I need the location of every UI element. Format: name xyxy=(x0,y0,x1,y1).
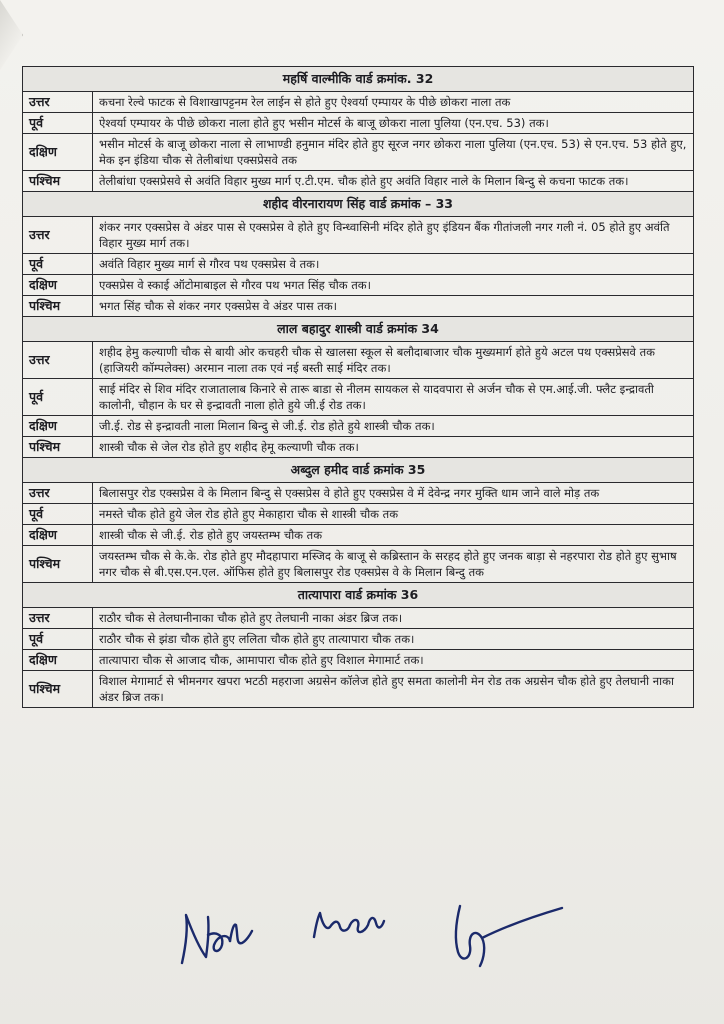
boundary-description: भगत सिंह चौक से शंकर नगर एक्सप्रेस वे अंडर पास तक। xyxy=(93,296,694,317)
boundary-row xyxy=(23,134,694,171)
direction-label: उत्तर xyxy=(23,217,93,254)
direction-label: दक्षिण xyxy=(23,650,93,671)
boundary-row xyxy=(23,92,694,113)
direction-label: उत्तर xyxy=(23,608,93,629)
ward-title: लाल बहादुर शास्त्री वार्ड क्रमांक 34 xyxy=(23,317,694,342)
direction-label: दक्षिण xyxy=(23,275,93,296)
boundary-description: जी.ई. रोड से इन्द्रावती नाला मिलान बिन्दु से जी.ई. रोड होते हुये शास्त्री चौक तक। xyxy=(93,416,694,437)
signature-1 xyxy=(172,905,256,971)
boundary-row xyxy=(23,437,694,458)
boundary-description: शंकर नगर एक्सप्रेस वे अंडर पास से एक्सप्रेस वे होते हुए विन्ध्वासिनी मंदिर होते हुए इंडियन बैंक गीतांजली नगर गली नं. 05 होते हुए अवंति विहार मुख्य मार्ग तक। xyxy=(93,217,694,254)
direction-label: पूर्व xyxy=(23,504,93,525)
direction-label: पूर्व xyxy=(23,629,93,650)
ward-header-row xyxy=(23,583,694,608)
ward-header-row xyxy=(23,458,694,483)
page-corner-fold xyxy=(0,0,23,70)
ward-title: महर्षि वाल्मीकि वार्ड क्रमांक. 32 xyxy=(23,67,694,92)
signature-2 xyxy=(308,905,386,945)
ward-header-row xyxy=(23,192,694,217)
boundary-row xyxy=(23,113,694,134)
boundary-row xyxy=(23,629,694,650)
direction-label: उत्तर xyxy=(23,342,93,379)
boundary-description: राठौर चौक से तेलघानीनाका चौक होते हुए तेलघानी नाका अंडर ब्रिज तक। xyxy=(93,608,694,629)
direction-label: पश्चिम xyxy=(23,437,93,458)
boundary-description: अवंति विहार मुख्य मार्ग से गौरव पथ एक्सप्रेस वे तक। xyxy=(93,254,694,275)
boundary-row xyxy=(23,504,694,525)
boundary-description: कचना रेल्वे फाटक से विशाखापट्टनम रेल लाईन से होते हुए ऐश्वर्या एम्पायर के पीछे छोकरा नाला तक xyxy=(93,92,694,113)
boundary-row xyxy=(23,254,694,275)
boundary-row xyxy=(23,275,694,296)
boundary-description: तेलीबांधा एक्सप्रेसवे से अवंति विहार मुख्य मार्ग ए.टी.एम. चौक होते हुए अवंति विहार नाले के मिलान बिन्दु से कचना फाटक तक। xyxy=(93,171,694,192)
boundary-description: नमस्ते चौक होते हुये जेल रोड होते हुए मेकाहारा चौक से शास्त्री चौक तक xyxy=(93,504,694,525)
boundary-description: बिलासपुर रोड एक्सप्रेस वे के मिलान बिन्दु से एक्सप्रेस वे होते हुए एक्सप्रेस वे में देवेन्द्र नगर मुक्ति धाम जाने वाले मोड़ तक xyxy=(93,483,694,504)
boundary-row xyxy=(23,546,694,583)
direction-label: पूर्व xyxy=(23,113,93,134)
boundary-row xyxy=(23,416,694,437)
direction-label: पश्चिम xyxy=(23,546,93,583)
boundary-description: शास्त्री चौक से जेल रोड होते हुए शहीद हेमू कल्याणी चौक तक। xyxy=(93,437,694,458)
ward-title: तात्यापारा वार्ड क्रमांक 36 xyxy=(23,583,694,608)
boundary-description: ऐश्वर्या एम्पायर के पीछे छोकरा नाला होते हुए भसीन मोटर्स के बाजू छोकरा नाला पुलिया (एन.एच. 53) तक। xyxy=(93,113,694,134)
direction-label: उत्तर xyxy=(23,483,93,504)
boundary-row xyxy=(23,671,694,708)
direction-label: पूर्व xyxy=(23,254,93,275)
ward-title: अब्दुल हमीद वार्ड क्रमांक 35 xyxy=(23,458,694,483)
boundary-description: शहीद हेमु कल्याणी चौक से बायी ओर कचहरी चौक से खालसा स्कूल से बलौदाबाजार चौक मुख्यमार्ग होते हुये अटल पथ एक्सप्रेसवे तक (हाजियरी कॉम्पलेक्स) अरमान नाला तक एवं नई बस्ती साई मंदिर तक। xyxy=(93,342,694,379)
boundary-description: विशाल मेगामार्ट से भीमनगर खपरा भटठी महराजा अग्रसेन कॉलेज होते हुए समता कालोनी मेन रोड तक अग्रसेन चौक होते हुए तेलघानी नाका अंडर ब्रिज तक। xyxy=(93,671,694,708)
direction-label: उत्तर xyxy=(23,92,93,113)
boundary-row xyxy=(23,608,694,629)
boundary-description: साई मंदिर से शिव मंदिर राजातालाब किनारे से तारू बाडा से नीलम सायकल से यादवपारा से अर्जन चौक से एम.आई.जी. फ्लैट इन्द्रावती कालोनी, चौहान के घर से इन्द्रावती नाला होते हुये जी.ई रोड तक। xyxy=(93,379,694,416)
boundary-row xyxy=(23,171,694,192)
boundary-row xyxy=(23,296,694,317)
boundary-description: राठौर चौक से झंडा चौक होते हुए ललिता चौक होते हुए तात्यापारा चौक तक। xyxy=(93,629,694,650)
direction-label: पूर्व xyxy=(23,379,93,416)
boundary-description: शास्त्री चौक से जी.ई. रोड होते हुए जयस्तम्भ चौक तक xyxy=(93,525,694,546)
boundary-row xyxy=(23,217,694,254)
direction-label: पश्चिम xyxy=(23,671,93,708)
boundary-row xyxy=(23,483,694,504)
boundary-description: एक्सप्रेस वे स्काई ऑटोमाबाइल से गौरव पथ भगत सिंह चौक तक। xyxy=(93,275,694,296)
direction-label: दक्षिण xyxy=(23,134,93,171)
boundary-row xyxy=(23,342,694,379)
ward-boundary-table xyxy=(22,66,694,708)
direction-label: दक्षिण xyxy=(23,525,93,546)
ward-header-row xyxy=(23,317,694,342)
ward-header-row xyxy=(23,67,694,92)
signature-3 xyxy=(446,898,566,972)
direction-label: पश्चिम xyxy=(23,171,93,192)
direction-label: पश्चिम xyxy=(23,296,93,317)
boundary-row xyxy=(23,379,694,416)
boundary-description: जयस्तम्भ चौक से के.के. रोड होते हुए मौदहापारा मस्जिद के बाजू से कब्रिस्तान के सरहद होते हुए जनक बाड़ा से नहरपारा रोड होते हुए सुभाष नगर चौक से बी.एस.एन.एल. ऑफिस होते हुए बिलासपुर रोड एक्सप्रेस वे के मिलान बिन्दु तक xyxy=(93,546,694,583)
boundary-description: भसीन मोटर्स के बाजू छोकरा नाला से लाभाण्डी हनुमान मंदिर होते हुए सूरज नगर छोकरा नाला पुलिया (एन.एच. 53) से एन.एच. 53 होते हुए, मेक इन इंडिया चौक से तेलीबांधा एक्सप्रेसवे तक xyxy=(93,134,694,171)
direction-label: दक्षिण xyxy=(23,416,93,437)
boundary-description: तात्यापारा चौक से आजाद चौक, आमापारा चौक होते हुए विशाल मेगामार्ट तक। xyxy=(93,650,694,671)
boundary-row xyxy=(23,525,694,546)
ward-title: शहीद वीरनारायण सिंह वार्ड क्रमांक – 33 xyxy=(23,192,694,217)
boundary-row xyxy=(23,650,694,671)
